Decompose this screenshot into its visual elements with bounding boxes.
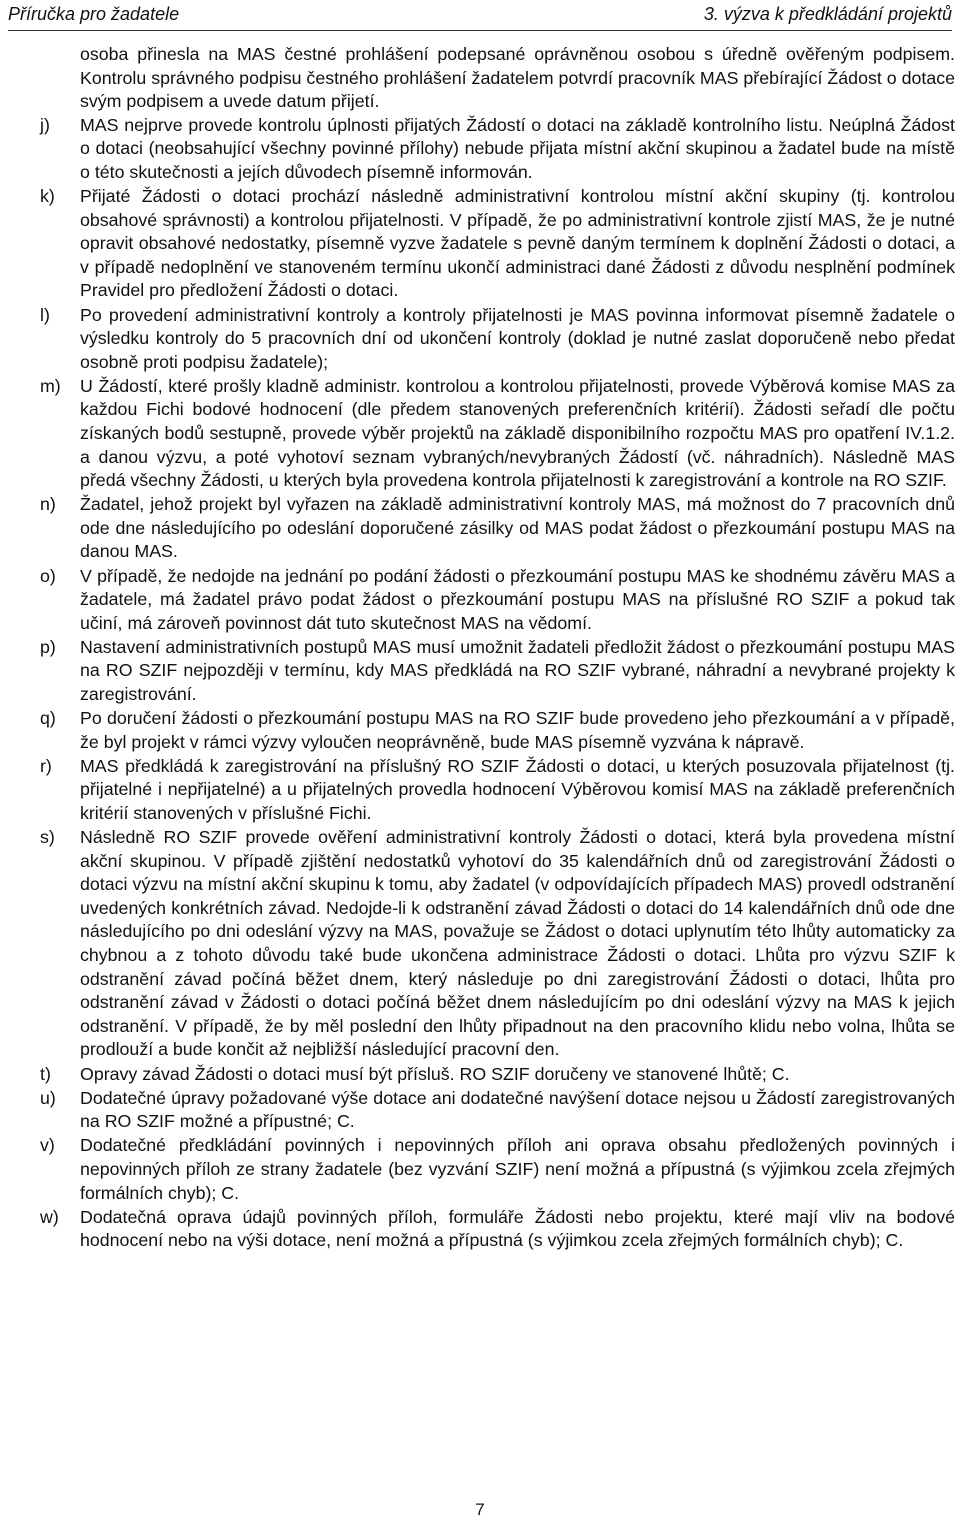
- list-item: [40, 114, 955, 185]
- list-item-marker: t): [40, 1063, 51, 1084]
- list-item-marker: j): [40, 114, 50, 135]
- list-item: [40, 636, 955, 707]
- list-item: [40, 375, 955, 493]
- list-item: [40, 1134, 955, 1205]
- list-item-marker: v): [40, 1135, 55, 1156]
- header-section-title: 3. výzva k předkládání projektů: [703, 4, 952, 24]
- list-item: [40, 1087, 955, 1134]
- list-item-text: Žadatel, jehož projekt byl vyřazen na základě administrativní kontroly MAS, má možnost do 7 pracovních dnů ode dne následujícího po odeslání doporučené zásilky od MAS podat žádost o přezkoumání postupu MAS na danou MAS.: [80, 494, 955, 562]
- list-item: [40, 755, 955, 826]
- list-item: [40, 1063, 955, 1087]
- list-item-text: V případě, že nedojde na jednání po podání žádosti o přezkoumání postupu MAS ke shodnému závěru MAS a žadatele, má žadatel právo podat žádost o přezkoumání postupu MAS na příslušné RO SZIF a pokud tak učiní, má zároveň povinnost dát tuto skutečnost MAS na vědomí.: [80, 565, 955, 633]
- list-item-text: MAS nejprve provede kontrolu úplnosti přijatých Žádostí o dotaci na základě kontrolního listu. Neúplná Žádost o dotaci (neobsahující všechny povinné přílohy) nebude přijata místní akční skupinou a žadatel bude na místě o této skutečnosti a jejích důvodech písemně informován.: [80, 114, 955, 182]
- list-item-text: U Žádostí, které prošly kladně administr. kontrolou a kontrolou přijatelnosti, provede Výběrová komise MAS za každou Fichi bodové hodnocení (dle předem stanovených preferenčních kritérií). Žádosti seřadí dle počtu získaných bodů sestupně, provede výběr projektů na základě disponibilního rozpočtu MAS pro opatření IV.1.2. a danou výzvu, a poté vyhotoví seznam vybraných/nevybraných Žádostí (vč. náhradních). Následně MAS předá všechny Žádosti, u kterých byla provedena kontrola přijatelnosti k zaregistrování a kontrole na RO SZIF.: [80, 375, 955, 491]
- list-item-marker: p): [40, 636, 56, 657]
- page-body: [40, 43, 955, 1253]
- list-item-text: Nastavení administrativních postupů MAS musí umožnit žadateli předložit žádost o přezkoumání postupu MAS na RO SZIF nejpozději v termínu, kdy MAS předkládá na RO SZIF vybrané, náhradní a nevybrané projekty k zaregistrování.: [80, 636, 955, 705]
- list-item-text: Dodatečné předkládání povinných i nepovinných příloh ani oprava obsahu předložených povinných i nepovinných příloh ze strany žadatele (bez vyzvání SZIF) není možná a přípustná (s výjimkou zcela zřejmých formálních chyb); C.: [80, 1135, 955, 1203]
- list-item-text: Po doručení žádosti o přezkoumání postupu MAS na RO SZIF bude provedeno jeho přezkoumání a v případě, že byl projekt v rámci výzvy vyloučen neoprávněně, bude MAS písemně vyzvána k nápravě.: [80, 708, 955, 752]
- list-item-marker: q): [40, 708, 56, 729]
- continuation-paragraph: osoba přinesla na MAS čestné prohlášení podepsané oprávněnou osobou s úředně ověřeným podpisem. Kontrolu správného podpisu čestného prohlášení žadatelem potvrdí pracovník MAS přebírající Žádost o dotace svým podpisem a uvede datum přijetí.: [80, 44, 955, 112]
- list-item-marker: r): [40, 755, 52, 776]
- list-item-text: Následně RO SZIF provede ověření administrativní kontroly Žádosti o dotaci, která byla provedena místní akční skupinou. V případě zjištění nedostatků vyhotoví do 35 kalendářních dnů od zaregistrování Žádosti o dotaci výzvu na místní akční skupinu k tomu, aby žadatel (v odpovídajících případech MAS) provedl odstranění uvedených konkrétních závad. Nedojde-li k odstranění závad Žádosti o dotaci do 14 kalendářních dnů ode dne následujícího po dni odeslání výzvy na MAS, považuje se Žádost o dotaci uplynutím této lhůty automaticky za chybnou a z tohoto důvodu také bude ukončena administrace Žádosti o dotaci. Lhůta pro výzvu SZIF k odstranění závad počíná běžet dnem, který následuje po dni zaregistrování Žádosti o dotaci, lhůta pro odstranění závad v Žádosti o dotaci počíná běžet dnem následujícím po dni odeslání výzvy na MAS k jejich odstranění. V případě, že by měl poslední den lhůty připadnout na den pracovního klidu nebo volna, lhůta se prodlouží a bude končit až nejbližší následující pracovní den.: [80, 827, 955, 1060]
- list-item-marker: n): [40, 494, 56, 515]
- list-item: [40, 707, 955, 754]
- list-item: [40, 493, 955, 564]
- list-item-marker: k): [40, 186, 55, 207]
- list-item-text: MAS předkládá k zaregistrování na příslušný RO SZIF Žádosti o dotaci, u kterých posuzovala přijatelnost (tj. přijatelné i nepřijatelné) a u přijatelných provedla hodnocení Výběrovou komisí MAS na základě preferenčních kritérií stanovených v příslušné Fichi.: [80, 755, 955, 823]
- list-item-text: Dodatečné úpravy požadované výše dotace ani dodatečné navýšení dotace nejsou u Žádostí zaregistrovaných na RO SZIF možné a přípustné; C.: [80, 1087, 955, 1132]
- list-item: [40, 185, 955, 303]
- list-item-marker: l): [40, 304, 50, 325]
- list-item-text: Přijaté Žádosti o dotaci prochází následně administrativní kontrolou místní akční skupiny (tj. kontrolou obsahové správnosti) a kontrolou přijatelnosti. V případě, že po administrativní kontrole zjistí MAS, že je nutné opravit obsahové nedostatky, písemně vyzve žadatele s pevně daným termínem k doplnění Žádosti o dotaci, a v případě nedoplnění ve stanoveném termínu ukončí administraci dané Žádosti z důvodu nesplnění podmínek Pravidel pro předložení Žádosti o dotaci.: [80, 186, 955, 301]
- list-item-text: Opravy závad Žádosti o dotaci musí být přísluš. RO SZIF doručeny ve stanovené lhůtě; C.: [80, 1063, 790, 1084]
- list-item-text: Po provedení administrativní kontroly a kontroly přijatelnosti je MAS povinna informovat písemně žadatele o výsledku kontroly do 5 pracovních dní od ukončení kontroly (doklad je nutné zaslat doporučeně nebo předat osobně proti podpisu žadatele);: [80, 304, 955, 372]
- page-number: 7: [475, 1500, 485, 1519]
- list-item-marker: o): [40, 565, 56, 586]
- lettered-list: [40, 114, 955, 1253]
- list-item: [40, 304, 955, 375]
- list-item: [40, 565, 955, 636]
- page-header: [8, 0, 952, 31]
- list-item-marker: u): [40, 1087, 56, 1108]
- list-item-text: Dodatečná oprava údajů povinných příloh, formuláře Žádosti nebo projektu, které mají vliv na bodové hodnocení nebo na výši dotace, není možná a přípustná (s výjimkou zcela zřejmých formálních chyb); C.: [80, 1206, 955, 1251]
- list-item-marker: s): [40, 827, 55, 848]
- header-document-title: Příručka pro žadatele: [8, 4, 180, 24]
- list-item-marker: w): [40, 1206, 59, 1227]
- list-item: [40, 1206, 955, 1253]
- list-item-marker: m): [40, 375, 61, 396]
- list-item: [40, 826, 955, 1062]
